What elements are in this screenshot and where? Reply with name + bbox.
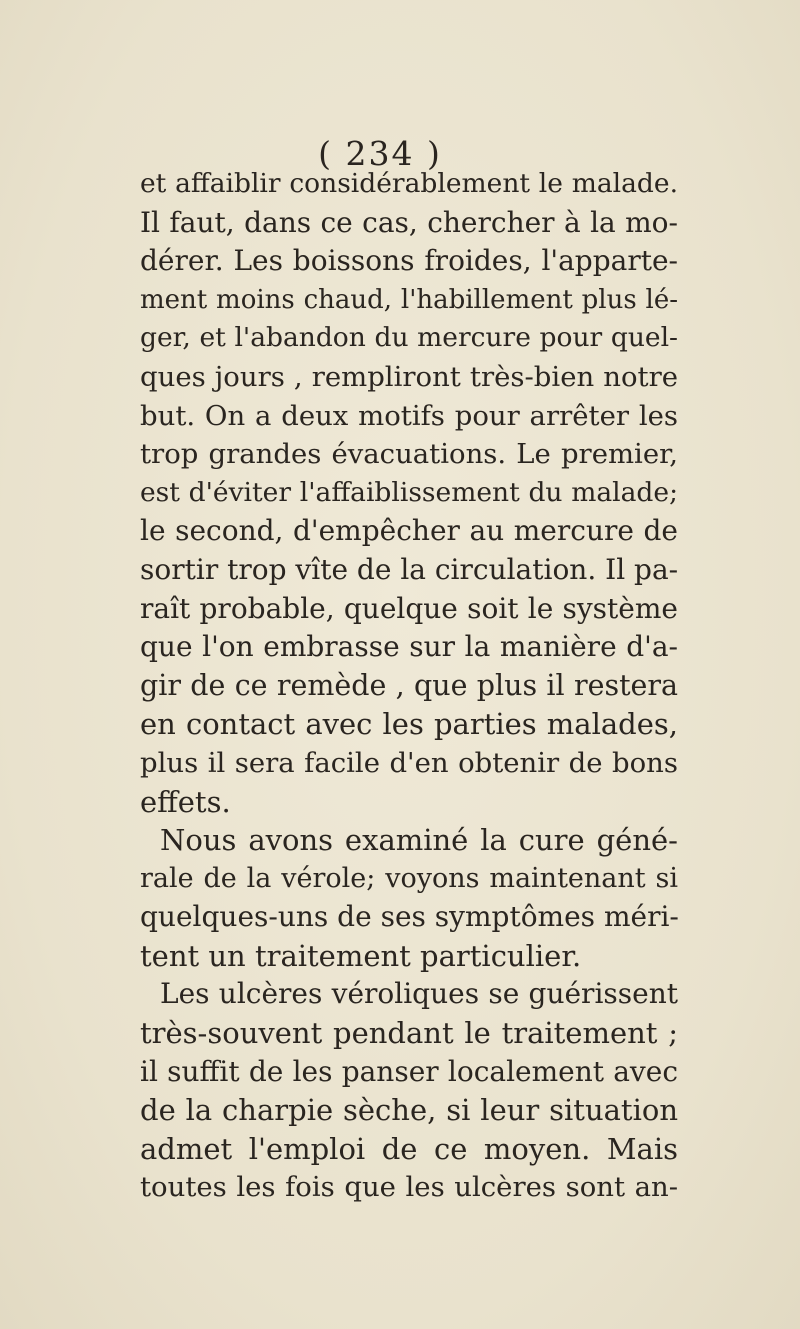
page-number: ( 234 ) [318, 134, 442, 173]
text-line: ment moins chaud, l'habillement plus lé- [140, 284, 678, 315]
paragraph-start-line: Nous avons examiné la cure géné- [160, 823, 678, 858]
text-line: plus il sera facile d'en obtenir de bons [140, 746, 678, 779]
text-line: il suffit de les panser localement avec [140, 1054, 678, 1088]
text-line: très-souvent pendant le traitement ; [140, 1016, 678, 1051]
text-line: toutes les fois que les ulcères sont an- [140, 1171, 678, 1204]
text-line: sortir trop vîte de la circulation. Il pa- [140, 552, 679, 586]
text-line: raît probable, quelque soit le système [140, 591, 678, 625]
text-line: quelques-uns de ses symptômes méri- [140, 900, 679, 934]
text-line: dérer. Les boissons froides, l'apparte- [140, 244, 678, 278]
body-text [140, 165, 678, 1207]
text-line: que l'on embrasse sur la manière d'a- [140, 630, 678, 664]
text-line: tent un traitement particulier. [140, 938, 582, 973]
text-line: but. On a deux motifs pour arrêter les [140, 399, 678, 432]
text-line: gir de ce remède , que plus il restera [140, 668, 678, 702]
text-line: admet l'emploi de ce moyen. Mais [140, 1131, 678, 1166]
text-line: est d'éviter l'affaiblissement du malade; [140, 476, 678, 508]
text-line: ques jours , rempliront très-bien notre [140, 360, 678, 393]
text-line: rale de la vérole; voyons maintenant si [140, 862, 678, 894]
text-line: et affaiblir considérablement le malade. [140, 168, 678, 199]
text-line: ger, et l'abandon du mercure pour quel- [140, 322, 678, 354]
text-line: Il faut, dans ce cas, chercher à la mo- [140, 205, 678, 239]
text-line: effets. [140, 784, 231, 819]
text-line: trop grandes évacuations. Le premier, [140, 438, 678, 471]
text-line: de la charpie sèche, si leur situation [140, 1093, 678, 1128]
paragraph-start-line: Les ulcères vérоliques se guérissent [160, 977, 678, 1011]
text-line: le second, d'empêcher au mercure de [140, 514, 678, 548]
text-line: en contact avec les parties malades, [140, 707, 678, 742]
